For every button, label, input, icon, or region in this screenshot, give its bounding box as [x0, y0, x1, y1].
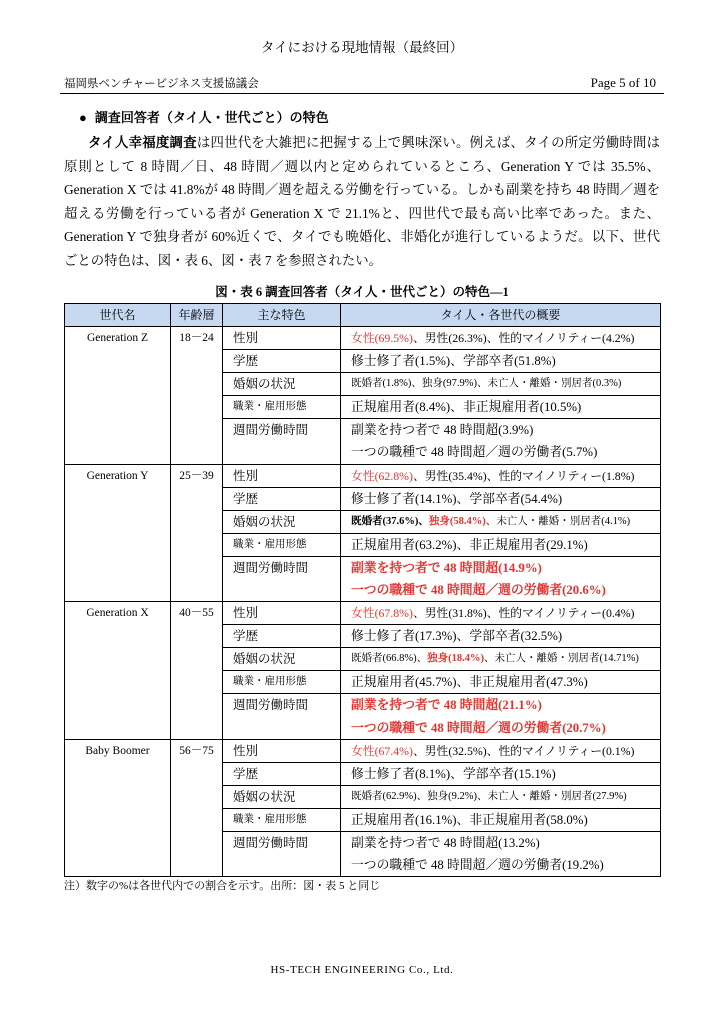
summary-cell	[341, 808, 661, 831]
summary-segment: 副業を持つ者で 48 時間超(3.9%)	[351, 423, 534, 438]
generation-summary-table	[64, 303, 661, 877]
summary-segment: 一つの職種で 48 時間超／週の労働者(5.7%)	[351, 445, 598, 460]
column-header-generation: 世代名	[65, 304, 171, 327]
summary-segment: 、男性(35.4%)、性的マイノリティー(1.8%)	[412, 468, 635, 483]
feature-label: 週間労働時間	[223, 831, 341, 877]
summary-cell	[341, 373, 661, 396]
table-body	[65, 327, 661, 877]
column-header-feature: 主な特色	[223, 304, 341, 327]
summary-segment: 、男性(31.8%)、性的マイノリティー(0.4%)	[412, 606, 635, 621]
summary-segment: 女性(69.5%)	[351, 331, 413, 345]
summary-segment: 副業を持つ者で 48 時間超(14.9%)	[351, 560, 542, 575]
column-header-age: 年齢層	[171, 304, 223, 327]
summary-cell	[341, 396, 661, 419]
summary-segment: 正規雇用者(16.1%)、非正規雇用者(58.0%)	[351, 812, 588, 827]
summary-cell	[341, 510, 661, 533]
feature-label: 性別	[223, 739, 341, 762]
page-number: Page 5 of 10	[590, 75, 656, 90]
summary-segment: 修士修了者(8.1%)、学部卒者(15.1%)	[351, 766, 556, 781]
summary-segment: 修士修了者(1.5%)、学部卒者(51.8%)	[351, 354, 556, 368]
generation-name: Baby Boomer	[65, 739, 171, 877]
feature-label: 性別	[223, 602, 341, 625]
age-range: 56－75	[171, 739, 223, 877]
paragraph-body: は四世代を大雑把に把握する上で興味深い。例えば、タイの所定労働時間は原則として 8 時間／日、48 時間／週以内と定められているところ、Generation Y では 35.5%、Generation X では 41.8%が 48 時間／週を超える労働を行っている。しかも副業を持ち 48 時間／週を超える労働を行っている者が Generation X で 21.1%と、四世代で最も高い比率であった。また、Generation Y で独身者が 60%近くで、タイでも晩婚化、非婚化が進行しているようだ。以下、世代ごとの特色は、図・表 6、図・表 7 を参照されたい。	[64, 135, 661, 268]
generation-name: Generation Z	[65, 327, 171, 465]
table-caption: 図・表 6 調査回答者（タイ人・世代ごと）の特色—1	[215, 285, 509, 299]
summary-cell	[341, 625, 661, 648]
generation-name: Generation Y	[65, 464, 171, 602]
generation-name: Generation X	[65, 602, 171, 740]
feature-label: 職業・雇用形態	[223, 671, 341, 694]
footnote: 注）数字の%は各世代内での割合を示す。出所：図・表 5 と同じ	[64, 880, 381, 892]
section-heading	[79, 108, 329, 128]
summary-segment: 既婚者(37.6%)、	[351, 515, 429, 527]
age-range: 25－39	[171, 464, 223, 602]
summary-cell	[341, 854, 661, 877]
paragraph-lead: タイ人幸福度調査	[88, 135, 197, 150]
bullet-icon: ●	[79, 110, 87, 125]
feature-label: 職業・雇用形態	[223, 533, 341, 556]
summary-segment: 、未亡人・離婚・別居者(4.1%)	[485, 515, 631, 527]
summary-cell	[341, 602, 661, 625]
summary-cell	[341, 671, 661, 694]
summary-cell	[341, 762, 661, 785]
summary-segment: 、未亡人・離婚・別居者(14.71%)	[484, 653, 639, 665]
feature-label: 学歴	[223, 625, 341, 648]
summary-cell	[341, 785, 661, 808]
summary-segment: 修士修了者(14.1%)、学部卒者(54.4%)	[351, 491, 563, 506]
summary-segment: 正規雇用者(45.7%)、非正規雇用者(47.3%)	[351, 675, 588, 690]
summary-segment: 、男性(32.5%)、性的マイノリティー(0.1%)	[412, 743, 635, 758]
table-row	[65, 602, 661, 625]
summary-cell	[341, 327, 661, 350]
summary-segment: 女性(67.8%)	[351, 606, 413, 621]
column-header-summary: タイ人・各世代の概要	[341, 304, 661, 327]
summary-cell	[341, 419, 661, 442]
header-rule	[60, 93, 664, 94]
summary-cell	[341, 350, 661, 373]
summary-cell	[341, 694, 661, 717]
table-row	[65, 464, 661, 487]
summary-cell	[341, 464, 661, 487]
feature-label: 性別	[223, 327, 341, 350]
summary-cell	[341, 487, 661, 510]
table-header	[65, 304, 661, 327]
summary-cell	[341, 533, 661, 556]
organization-name: 福岡県ベンチャービジネス支援協議会	[64, 78, 259, 90]
feature-label: 週間労働時間	[223, 556, 341, 602]
summary-segment: 副業を持つ者で 48 時間超(13.2%)	[351, 835, 540, 850]
summary-cell	[341, 556, 661, 579]
feature-label: 職業・雇用形態	[223, 396, 341, 419]
summary-cell	[341, 831, 661, 854]
summary-segment: 正規雇用者(63.2%)、非正規雇用者(29.1%)	[351, 537, 588, 552]
summary-segment: 既婚者(66.8%)、	[351, 653, 428, 665]
summary-cell	[341, 648, 661, 671]
age-range: 40－55	[171, 602, 223, 740]
summary-segment: 女性(62.8%)	[351, 468, 413, 483]
summary-segment: 女性(67.4%)	[351, 743, 413, 758]
feature-label: 婚姻の状況	[223, 373, 341, 396]
intro-paragraph	[64, 131, 660, 272]
summary-segment: 既婚者(1.8%)、独身(97.9%)、未亡人・離婚・別居者(0.3%)	[351, 378, 622, 389]
summary-cell	[341, 739, 661, 762]
summary-segment: 既婚者(62.9%)、独身(9.2%)、未亡人・離婚・別居者(27.9%)	[351, 790, 627, 802]
feature-label: 職業・雇用形態	[223, 808, 341, 831]
feature-label: 学歴	[223, 762, 341, 785]
feature-label: 週間労働時間	[223, 419, 341, 465]
feature-label: 婚姻の状況	[223, 785, 341, 808]
summary-cell	[341, 579, 661, 602]
summary-segment: 独身(58.4%)	[428, 515, 486, 527]
summary-segment: 一つの職種で 48 時間超／週の労働者(20.7%)	[351, 720, 606, 735]
footer-company: HS-TECH ENGINEERING Co., Ltd.	[270, 964, 454, 976]
table-row	[65, 739, 661, 762]
age-range: 18－24	[171, 327, 223, 465]
summary-cell	[341, 716, 661, 739]
feature-label: 学歴	[223, 350, 341, 373]
feature-label: 婚姻の状況	[223, 648, 341, 671]
section-heading-text: 調査回答者（タイ人・世代ごと）の特色	[94, 110, 329, 125]
table-header-row	[65, 304, 661, 327]
feature-label: 性別	[223, 464, 341, 487]
summary-segment: 修士修了者(17.3%)、学部卒者(32.5%)	[351, 629, 563, 644]
feature-label: 学歴	[223, 487, 341, 510]
summary-segment: 独身(18.4%)	[427, 653, 484, 665]
document-title: タイにおける現地情報（最終回）	[260, 40, 464, 55]
feature-label: 週間労働時間	[223, 694, 341, 740]
summary-cell	[341, 441, 661, 464]
summary-segment: 、男性(26.3%)、性的マイノリティー(4.2%)	[412, 331, 635, 345]
summary-segment: 一つの職種で 48 時間超／週の労働者(19.2%)	[351, 858, 604, 873]
feature-label: 婚姻の状況	[223, 510, 341, 533]
summary-segment: 一つの職種で 48 時間超／週の労働者(20.6%)	[351, 583, 606, 598]
summary-segment: 副業を持つ者で 48 時間超(21.1%)	[351, 698, 542, 713]
summary-segment: 正規雇用者(8.4%)、非正規雇用者(10.5%)	[351, 400, 582, 414]
table-row	[65, 327, 661, 350]
